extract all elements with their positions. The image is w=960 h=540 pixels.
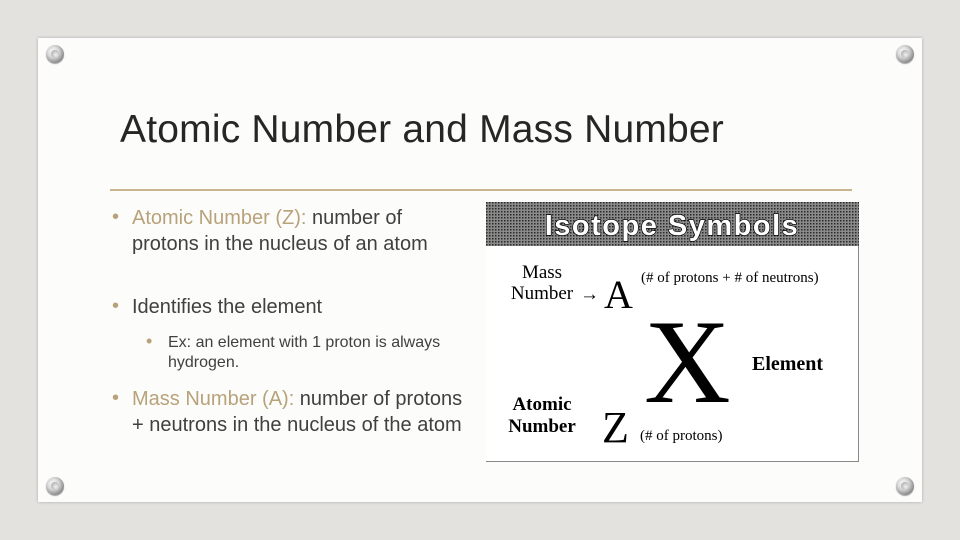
bullet-text: number of protons in the nucleus of an atom: [132, 207, 428, 255]
screw-icon: [896, 477, 914, 495]
figure-heading: Isotope Symbols: [544, 210, 800, 242]
bullet-atomic-number: [112, 205, 472, 257]
bullet-mass-number: [112, 386, 472, 438]
mass-label-line1: Mass: [521, 262, 563, 283]
screw-icon: [46, 45, 64, 63]
mass-arrow-icon: →: [580, 284, 599, 305]
bullet-dot-icon: •: [112, 295, 120, 317]
bullet-text: Ex: an element with 1 proton is always hydrogen.: [168, 334, 441, 371]
element-symbol: X: [644, 295, 731, 428]
title-divider: [110, 189, 852, 191]
bullet-text: Identifies the element: [132, 296, 323, 318]
bullet-text: number of protons + neutrons in the nucleus of the atom: [132, 388, 463, 436]
atomic-label-line2: Number: [508, 416, 576, 437]
bullet-dot-icon: •: [112, 206, 120, 228]
screw-icon: [896, 45, 914, 63]
atomic-label-line1: Atomic: [512, 394, 572, 415]
isotope-diagram: [486, 202, 859, 462]
element-label: Element: [752, 353, 824, 375]
bullet-highlight: Atomic Number (Z):: [132, 207, 307, 229]
bullet-highlight: Mass Number (A):: [132, 388, 295, 410]
screw-icon: [46, 477, 64, 495]
atomic-symbol: Z: [602, 403, 629, 452]
atomic-note: (# of protons): [640, 428, 723, 444]
sub-bullet-example: [112, 333, 472, 373]
bullet-dot-icon: •: [146, 331, 153, 351]
mass-symbol: A: [604, 272, 633, 317]
mass-note: (# of protons + # of neutrons): [641, 270, 819, 286]
bullet-dot-icon: •: [112, 387, 120, 409]
mass-label-line2: Number: [510, 283, 574, 304]
isotope-symbol-figure: [486, 202, 859, 462]
page-title: Atomic Number and Mass Number: [120, 108, 724, 151]
bullet-identifies: [112, 294, 472, 320]
